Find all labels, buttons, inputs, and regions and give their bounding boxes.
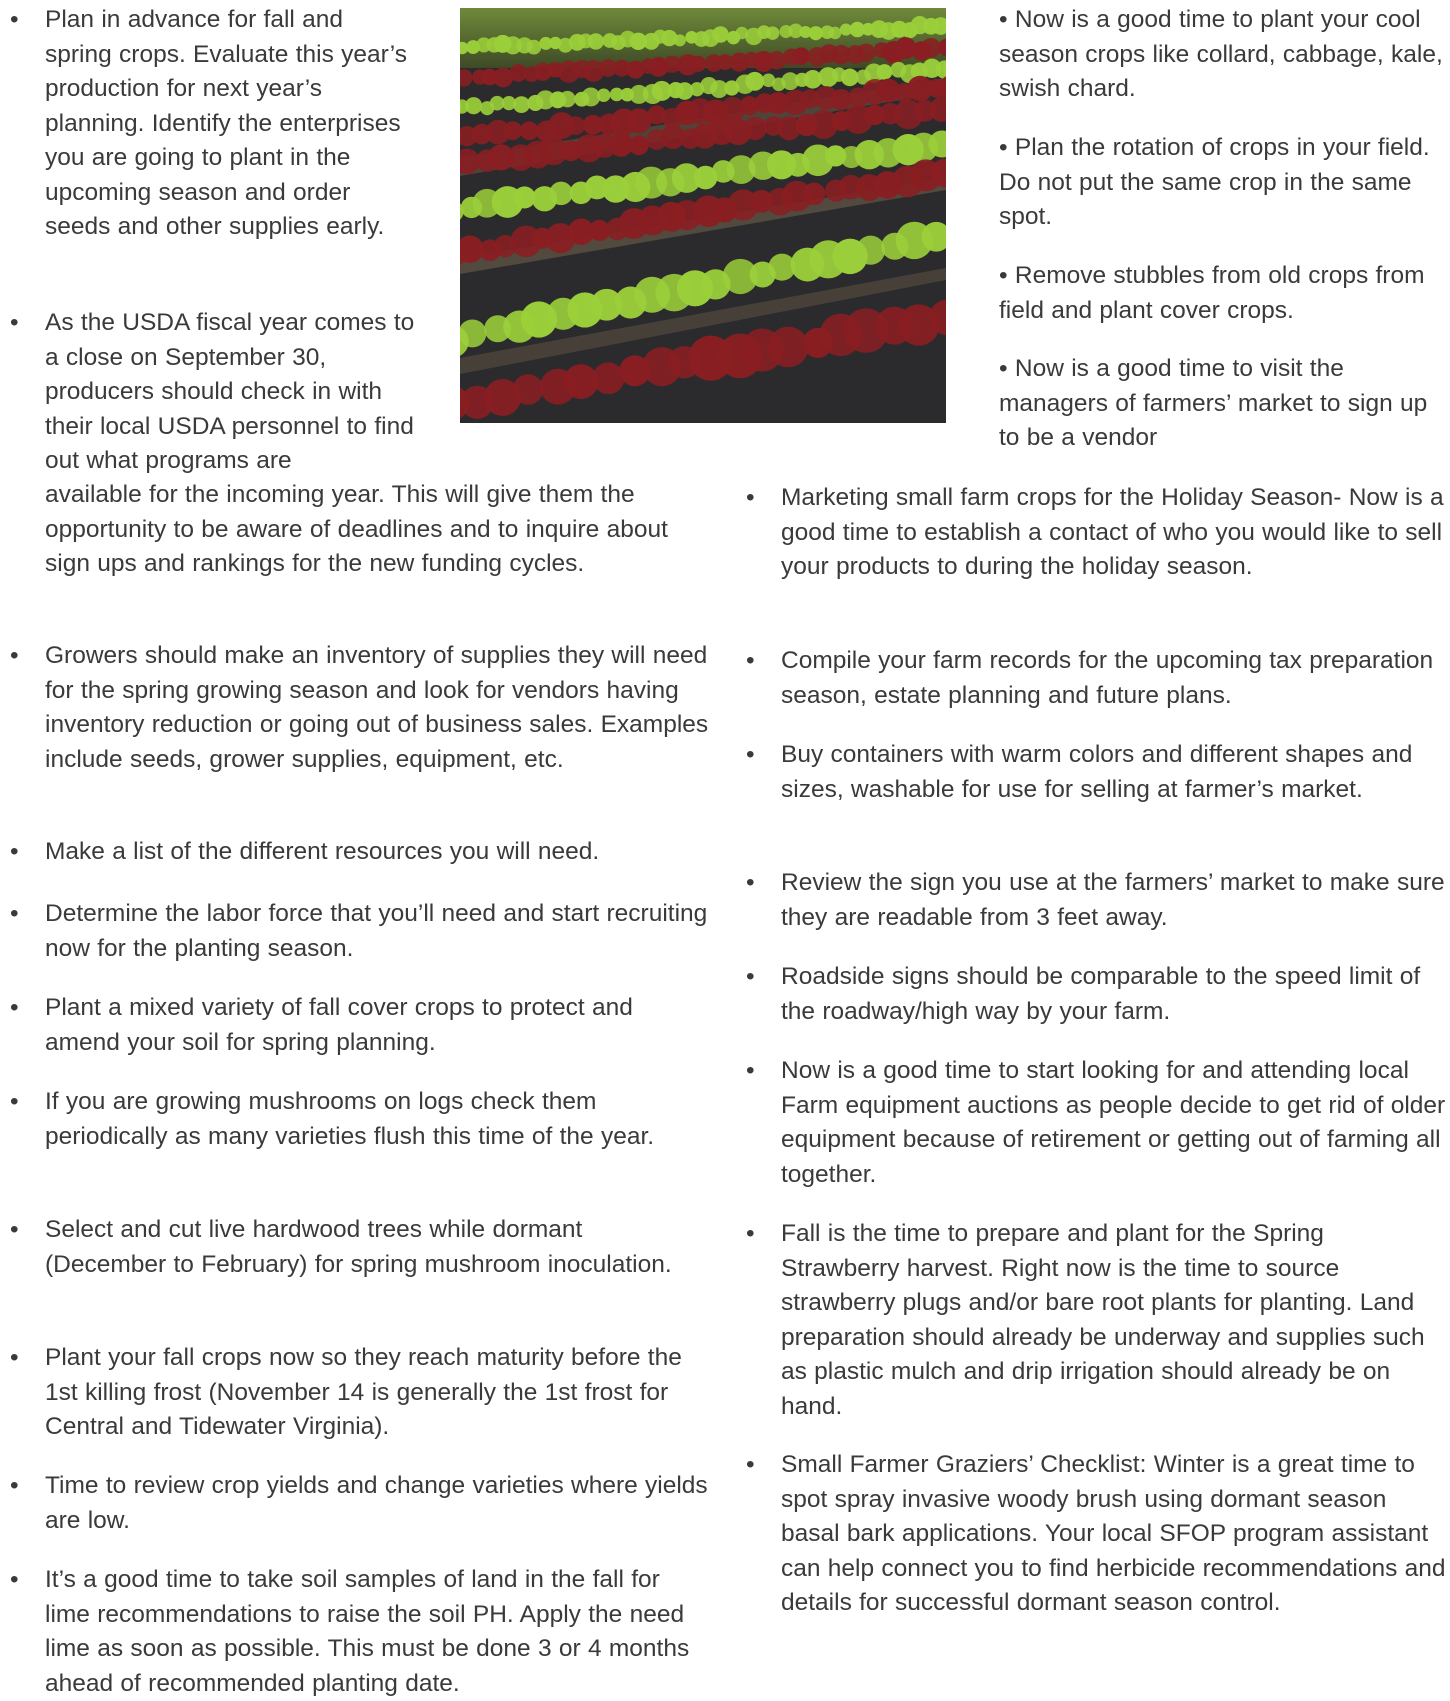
lettuce-head <box>597 88 611 102</box>
right-tip-item: Review the sign you use at the farmers’ market to make sure they are readable from 3 feet away. <box>781 869 1445 931</box>
bullet-marker: • <box>10 900 19 927</box>
lettuce-field-illustration <box>460 8 946 423</box>
left-tip-item: It’s a good time to take soil samples of land in the fall for lime recommendations to raise the soil PH. Apply the need lime as soon as possible. This must be done 3 or 4 months ahead of recommended planting date. <box>45 1566 690 1697</box>
bullet-marker: • <box>746 869 755 896</box>
lettuce-head <box>513 96 530 113</box>
lettuce-head <box>674 34 686 46</box>
lettuce-head <box>503 121 522 140</box>
bullet-marker: • <box>746 963 755 990</box>
bullet-marker: • <box>10 1088 19 1115</box>
tip-usda-fiscal-year: As the USDA fiscal year comes to a close on September 30, producers should check in with their local USDA personnel to find out what programs are <box>45 309 415 474</box>
tip-usda-fiscal-year-continued: available for the incoming year. This will give them the opportunity to be aware of deadlines and to inquire about sign ups and rankings for the new funding cycles. <box>45 481 668 577</box>
bullet-marker: • <box>10 642 19 669</box>
lettuce-head <box>549 182 573 206</box>
lettuce-head <box>690 56 706 72</box>
left-tip-item: If you are growing mushrooms on logs check them periodically as many varieties flush this time of the year. <box>45 1088 655 1150</box>
lettuce-head <box>877 64 893 80</box>
bullet-marker: • <box>746 647 755 674</box>
lettuce-head <box>526 40 541 55</box>
right-tip-item: Buy containers with warm colors and different shapes and sizes, washable for use for selling at farmer’s market. <box>781 741 1413 803</box>
bullet-marker: • <box>746 1451 755 1478</box>
tip-remove-stubbles: • Remove stubbles from old crops from field and plant cover crops. <box>999 262 1425 324</box>
lettuce-head <box>626 108 651 133</box>
lettuce-head <box>745 72 764 91</box>
right-tip-item: Marketing small farm crops for the Holiday Season- Now is a good time to establish a contact of who you would like to sell your products to during the holiday season. <box>781 484 1444 580</box>
bullet-marker: • <box>10 309 19 336</box>
right-tip-item: Fall is the time to prepare and plant for the Spring Strawberry harvest. Right now is the time to source strawberry plugs and/or bare root plants for planting. Land preparation should already be underway and supplies such as plastic mulch and drip irrigation should already be on hand. <box>781 1220 1425 1420</box>
left-tip-item: Time to review crop yields and change varieties where yields are low. <box>45 1472 708 1534</box>
left-tip-item: Growers should make an inventory of supplies they will need for the spring growing season and look for vendors having inventory reduction or going out of business sales. Examples include seeds, grower supplies, equipment, etc. <box>45 642 709 773</box>
tip-crop-rotation: • Plan the rotation of crops in your field. Do not put the same crop in the same spot. <box>999 134 1430 230</box>
lettuce-head <box>513 374 544 405</box>
left-tip-item: Make a list of the different resources you will need. <box>45 838 600 865</box>
left-tip-item: Determine the labor force that you’ll need and start recruiting now for the planting season. <box>45 900 708 962</box>
bullet-marker: • <box>746 1057 755 1084</box>
bullet-marker: • <box>746 1220 755 1247</box>
tip-cool-season-crops: • Now is a good time to plant your cool season crops like collard, cabbage, kale, swish chard. <box>999 6 1443 102</box>
lettuce-head <box>856 236 885 265</box>
tip-farmers-market-vendor: • Now is a good time to visit the managers of farmers’ market to sign up to be a vendor <box>999 355 1428 451</box>
bullet-marker: • <box>10 1216 19 1243</box>
lettuce-head <box>792 47 810 65</box>
left-tip-item: Select and cut live hardwood trees while dormant (December to February) for spring mushroom inoculation. <box>45 1216 672 1278</box>
lettuce-head <box>743 117 766 140</box>
bullet-marker: • <box>10 1472 19 1499</box>
lettuce-head <box>803 183 826 206</box>
right-tip-item: Compile your farm records for the upcoming tax preparation season, estate planning and future plans. <box>781 647 1434 709</box>
lettuce-head <box>520 121 539 140</box>
bullet-marker: • <box>10 1344 19 1371</box>
lettuce-head <box>593 362 625 394</box>
lettuce-head <box>465 97 482 114</box>
lettuce-head <box>829 27 842 40</box>
bullet-marker: • <box>10 6 19 33</box>
lettuce-head <box>588 33 604 49</box>
right-tip-item: Now is a good time to start looking for and attending local Farm equipment auctions as people decide to get rid of older equipment because of retirement or getting out of farming all together. <box>781 1057 1446 1188</box>
lettuce-head <box>566 116 585 135</box>
bullet-marker: • <box>10 1566 19 1593</box>
bullet-marker: • <box>746 741 755 768</box>
lettuce-head <box>768 51 787 70</box>
lettuce-head <box>712 26 729 43</box>
bullet-marker: • <box>10 838 19 865</box>
left-tip-item: Plant your fall crops now so they reach maturity before the 1st killing frost (November 14 is generally the 1st frost for Central and Tidewater Virginia). <box>45 1344 682 1440</box>
lettuce-head <box>857 44 876 63</box>
lettuce-head <box>768 327 809 368</box>
bullet-marker: • <box>746 484 755 511</box>
tip-plan-in-advance: Plan in advance for fall and spring crops. Evaluate this year’s production for next year’s planning. Identify the enterprises you are going to plant in the upcoming season and order seeds and other supplies early. <box>45 6 407 240</box>
bullet-marker: • <box>10 994 19 1021</box>
lettuce-field-photo <box>460 8 946 423</box>
right-tip-item: Roadside signs should be comparable to the speed limit of the roadway/high way by your farm. <box>781 963 1421 1025</box>
lettuce-head <box>629 135 649 155</box>
left-tip-item: Plant a mixed variety of fall cover crops to protect and amend your soil for spring planning. <box>45 994 633 1056</box>
right-tip-item: Small Farmer Graziers’ Checklist: Winter is a great time to spot spray invasive woody brush using dormant season basal bark applications. Your local SFOP program assistant can help connect you to find herbicide recommendations and details for successful dormant season control. <box>781 1451 1446 1616</box>
lettuce-head <box>559 91 576 108</box>
lettuce-head <box>766 26 779 39</box>
